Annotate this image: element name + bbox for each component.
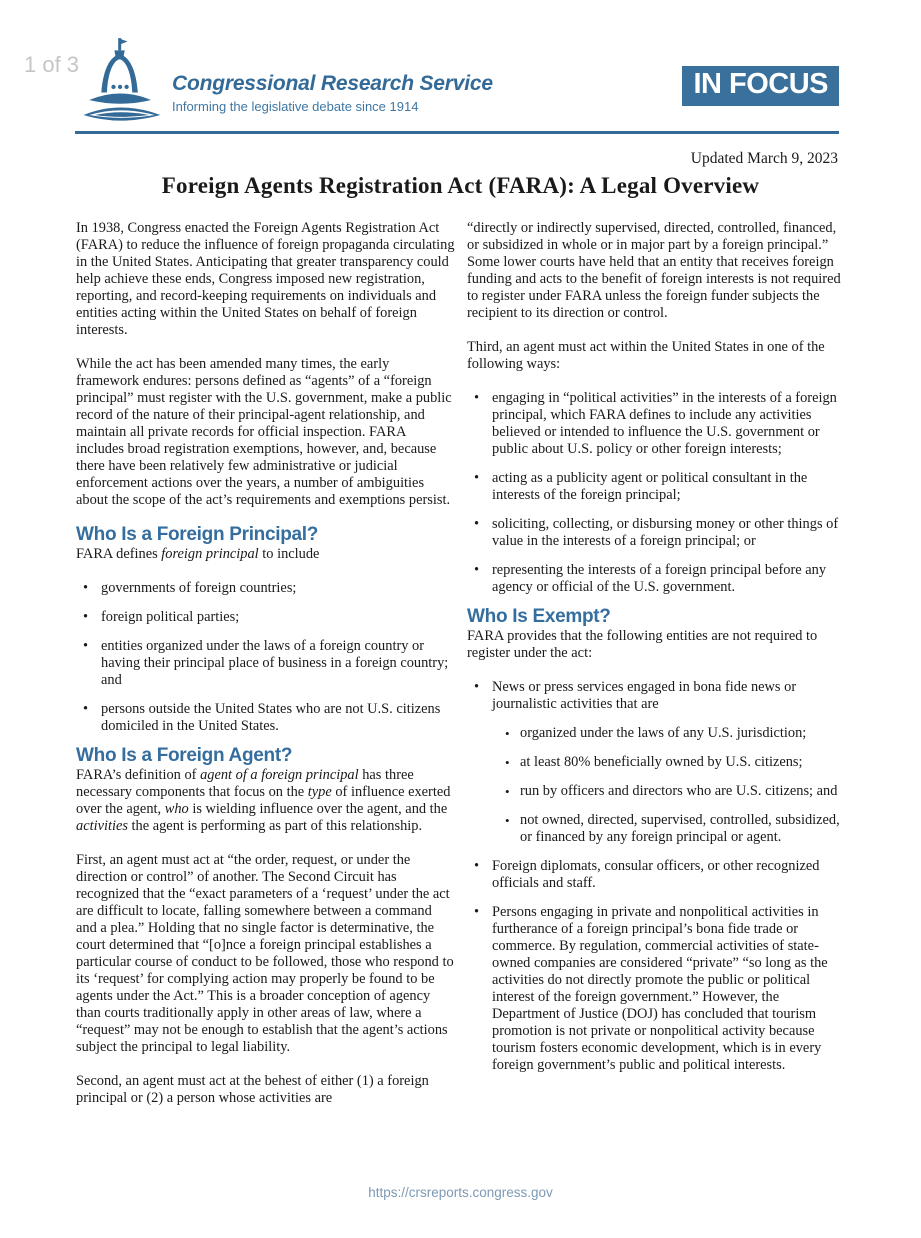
document-body — [76, 220, 846, 1124]
footer — [0, 1184, 921, 1202]
paragraph-intro-1938: In 1938, Congress enacted the Foreign Agents Registration Act (FARA) to reduce the influence of foreign propaganda circulating in the United States. Anticipating that greater transparency could help achieve these ends, Congress imposed new registration, reporting, and record-keeping requirements on individuals and entities acting within the United States on behalf of foreign interests. — [76, 220, 455, 338]
paragraph-amended: While the act has been amended many times, the early framework endures: persons defined as “agents” of a “foreign principal” must register with the U.S. government, make a public record of the nature of their principal-agent relationship, and maintain all private records for official inspection. FARA includes broad registration exemptions, however, and, because there have been relatively few administrative or judicial enforcement actions over the years, a number of ambiguities about the scope of the act’s requirements and exemptions persist. — [76, 356, 452, 508]
bullet-list-agent-ways — [467, 390, 846, 596]
header-rule-divider — [75, 131, 839, 134]
updated-date: Updated March 9, 2023 — [690, 150, 838, 167]
footer-url[interactable]: https://crsreports.congress.gov — [368, 1185, 553, 1200]
logo-tagline: Informing the legislative debate since 1914 — [172, 99, 419, 114]
text: of influence exerted over the agent, — [76, 784, 451, 817]
paragraph-third-component: Third, an agent must act within the United States in one of the following ways: — [467, 339, 825, 372]
document-title: Foreign Agents Registration Act (FARA): A Legal Overview — [161, 173, 760, 198]
italic-text: agent of a foreign principal — [200, 767, 359, 783]
paragraph-second-component: Second, an agent must act at the behest of either (1) a foreign principal or (2) a person whose activities are — [76, 1073, 429, 1106]
text: the agent is performing as part of this relationship. — [127, 818, 423, 834]
list-item-text: governments of foreign countries; — [101, 580, 297, 596]
section-heading-foreign-agent: Who Is a Foreign Agent? — [76, 745, 293, 766]
sub-bullet-list — [492, 725, 846, 846]
sub-list-item: • at least 80% beneficially owned by U.S. citizens; — [492, 754, 846, 771]
list-item — [467, 562, 846, 596]
list-item — [467, 470, 846, 504]
italic-text: activities — [76, 818, 128, 834]
list-item — [467, 679, 846, 846]
list-item-text: engaging in “political activities” in the interests of a foreign principal, which FARA defines to include any activities believed or intended to influence the U.S. government or public about U.S. policy or other foreign interests; — [492, 390, 837, 457]
paragraph-first-component: First, an agent must act at “the order, request, or under the direction or control” of another. The Second Circuit has recognized that the “exact parameters of a ‘request’ under the act are difficult to locate, falling somewhere between a command and a plea.” Holding that no single factor is determinative, the court determined that “[o]nce a foreign principal establishes a particular course of conduct to be followed, those who respond to its ‘request’ for complying action may properly be found to be agents under the Act.” This is a broader conception of agency than courts traditionally apply in other areas of law, where a “request” may not be enough to establish that the agent’s actions subject the principal to legal liability. — [76, 852, 454, 1055]
text: has three necessary components that focus on the — [76, 767, 414, 800]
list-item-text: persons outside the United States who are not U.S. citizens domiciled in the United States. — [101, 701, 441, 734]
text: FARA defines — [76, 546, 162, 562]
bullet-list-foreign-principal — [76, 580, 455, 735]
section-heading-who-is-exempt: Who Is Exempt? — [467, 606, 611, 627]
paragraph-directly-continuation: “directly or indirectly supervised, directed, controlled, financed, or subsidized in whole or in major part by a foreign principal.” Some lower courts have held that an entity that receives foreign funding and acts to the benefit of foreign interests is not required to register under FARA unless the foreign funder subjects the recipient to its direction or control. — [467, 220, 841, 321]
italic-text: who — [164, 801, 189, 817]
right-column — [467, 220, 846, 1124]
logo-title: Congressional Research Service — [172, 72, 493, 95]
italic-text: foreign principal — [161, 546, 259, 562]
list-item-text: Foreign diplomats, consular officers, or other recognized officials and staff. — [492, 858, 820, 891]
list-item — [467, 904, 846, 1074]
list-item-text: acting as a publicity agent or political consultant in the interests of the foreign principal; — [492, 470, 808, 503]
text: FARA’s definition of — [76, 767, 201, 783]
sub-list-item: • not owned, directed, supervised, controlled, subsidized, or financed by any foreign principal or agent. — [492, 812, 846, 846]
list-item — [467, 858, 846, 892]
sub-list-item: • run by officers and directors who are U.S. citizens; and — [492, 783, 846, 800]
list-item-text: representing the interests of a foreign principal before any agency or official of the U.S. government. — [492, 562, 827, 595]
list-item — [76, 609, 455, 626]
paragraph-agent-definition — [76, 767, 455, 835]
text: to include — [258, 546, 320, 562]
page-indicator: 1 of 3 — [24, 52, 80, 77]
left-column — [76, 220, 455, 1124]
in-focus-badge: IN FOCUS — [682, 66, 839, 106]
list-item — [76, 580, 455, 597]
list-item — [467, 516, 846, 550]
list-item-text: News or press services engaged in bona fide news or journalistic activities that are — [492, 679, 797, 712]
list-item-text: Persons engaging in private and nonpolitical activities in furtherance of a foreign principal’s bona fide trade or commerce. By regulation, commercial activities of state-owned companies are considered “private” “so long as the activities do not directly promote the public or political interest of the foreign government.” However, the Department of Justice (DOJ) has concluded that tourism promotion is not private or nonpolitical activity because tourism fosters economic development, which is in every foreign government’s public and political interests. — [492, 904, 828, 1073]
text: is wielding influence over the agent, and the — [188, 801, 448, 817]
section-heading-foreign-principal: Who Is a Foreign Principal? — [76, 524, 319, 545]
capitol-dome-icon — [76, 38, 166, 132]
list-item — [467, 390, 846, 458]
paragraph-principal-intro — [76, 546, 455, 563]
brand-text — [172, 72, 493, 114]
list-item-text: soliciting, collecting, or disbursing money or other things of value in the interests of a foreign principal; or — [492, 516, 839, 549]
list-item — [76, 701, 455, 735]
bullet-list-exemptions — [467, 679, 846, 1074]
list-item-text: entities organized under the laws of a foreign country or having their principal place of business in a foreign country; and — [101, 638, 449, 688]
list-item — [76, 638, 455, 689]
document-page — [0, 38, 921, 1238]
list-item-text: foreign political parties; — [101, 609, 240, 625]
paragraph-exempt-intro: FARA provides that the following entities are not required to register under the act: — [467, 628, 818, 661]
italic-text: type — [307, 784, 332, 800]
header — [76, 38, 839, 132]
sub-list-item: • organized under the laws of any U.S. jurisdiction; — [492, 725, 846, 742]
